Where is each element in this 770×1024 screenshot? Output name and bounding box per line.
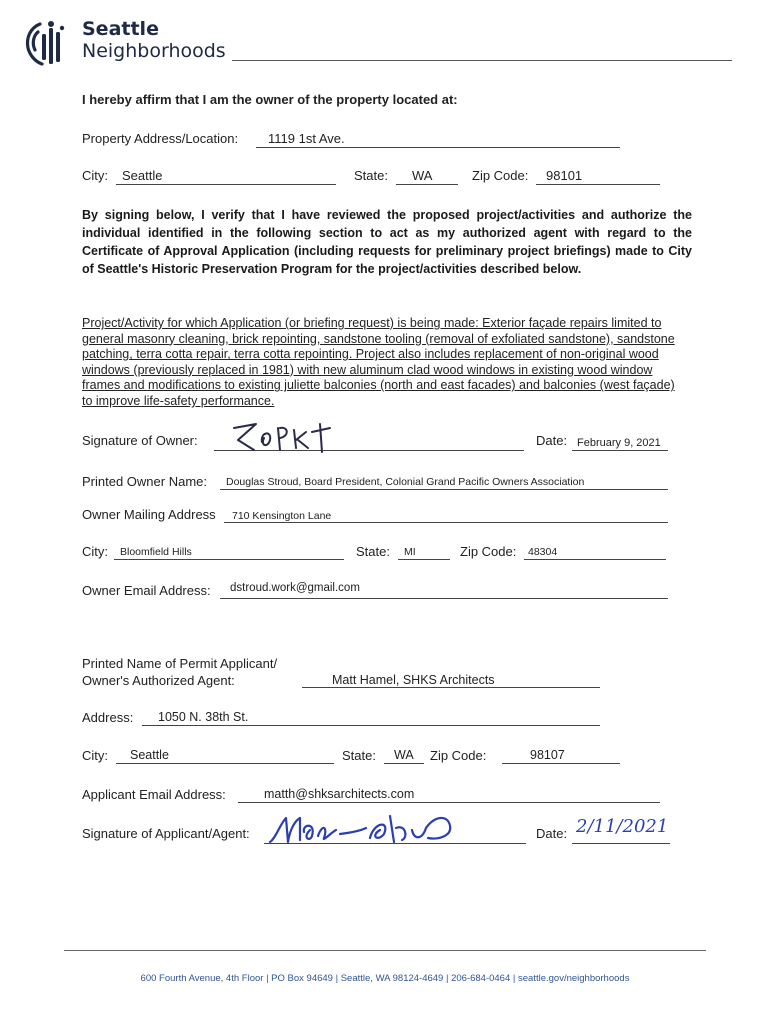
city-label: City: [82, 168, 108, 183]
property-address-text: 1119 1st Ave. [268, 131, 345, 146]
agent-name-label-line1: Printed Name of Permit Applicant/ [82, 656, 278, 671]
agent-date-value: 2/11/2021 [576, 816, 669, 837]
authorization-paragraph: By signing below, I verify that I have reviewed the proposed project/activities and authorize the individual identified in the following section to act as my authorized agent with regard to the Certificate of Approval Application (including requests for preliminary project briefings) made to City of Seattle's Historic Preservation Program for the project/activities described below. [82, 208, 692, 276]
zip-line [536, 184, 660, 185]
agent-city-line [116, 763, 334, 764]
owner-state-label: State: [356, 544, 390, 559]
owner-mailing-label: Owner Mailing Address [82, 507, 216, 522]
agent-date-label: Date: [536, 826, 568, 841]
printed-owner-name-value: Douglas Stroud, Board President, Colonial Grand Pacific Owners Association [226, 476, 585, 488]
owner-mailing-value: 710 Kensington Lane [232, 510, 332, 522]
agent-zip-value: 98107 [530, 748, 565, 762]
owner-date-value: February 9, 2021 [577, 437, 661, 449]
property-address-line [256, 147, 620, 148]
property-address-value [268, 131, 345, 146]
printed-owner-name-label: Printed Owner Name: [82, 474, 207, 489]
owner-mailing-line [224, 522, 668, 523]
state-value: WA [412, 168, 433, 183]
agent-email-value: matth@shksarchitects.com [264, 787, 415, 801]
agent-state-label: State: [342, 748, 376, 763]
owner-state-value: MI [404, 546, 416, 558]
owner-zip-line [524, 559, 666, 560]
agent-city-label: City: [82, 748, 108, 763]
state-label: State: [354, 168, 388, 183]
footer-contact: 600 Fourth Avenue, 4th Floor | PO Box 94649 | Seattle, WA 98124-4649 | 206-684-0464 | seattle.gov/neighborhoods [140, 973, 630, 984]
owner-email-line [220, 598, 668, 599]
agent-state-line [384, 763, 424, 764]
owner-zip-label: Zip Code: [460, 544, 517, 559]
owner-date-line [572, 450, 668, 451]
agent-email-line [238, 802, 660, 803]
owner-zip-value: 48304 [528, 546, 558, 558]
owner-city-line [114, 559, 344, 560]
agent-state-value: WA [394, 748, 414, 762]
agent-address-line [142, 725, 600, 726]
footer-divider [64, 950, 706, 951]
owner-signature-label: Signature of Owner: [82, 433, 198, 448]
agent-zip-label: Zip Code: [430, 748, 487, 763]
owner-city-label: City: [82, 544, 108, 559]
owner-state-line [398, 559, 450, 560]
agent-zip-line [502, 763, 620, 764]
city-value: Seattle [122, 168, 163, 183]
agent-address-value: 1050 N. 38th St. [158, 710, 249, 724]
zip-value: 98101 [546, 168, 583, 183]
property-address-label: Property Address/Location: [82, 131, 239, 146]
agent-email-label: Applicant Email Address: [82, 787, 226, 802]
org-name-line2: Neighborhoods [82, 40, 226, 62]
agent-city-value: Seattle [130, 748, 169, 762]
org-name-line1: Seattle [82, 18, 159, 40]
city-line [116, 184, 336, 185]
agent-signature [266, 808, 466, 850]
agent-name-line [302, 687, 600, 688]
zip-label: Zip Code: [472, 168, 529, 183]
owner-email-value: dstroud.work@gmail.com [230, 582, 360, 594]
agent-date-line [572, 843, 670, 844]
agent-name-value: Matt Hamel, SHKS Architects [332, 673, 495, 687]
seattle-seal-icon [18, 14, 76, 72]
owner-email-label: Owner Email Address: [82, 583, 211, 598]
affirm-statement: I hereby affirm that I am the owner of the property located at: [82, 92, 458, 107]
agent-address-label: Address: [82, 710, 134, 725]
state-line [396, 184, 458, 185]
owner-signature [226, 420, 336, 456]
printed-owner-name-line [220, 489, 668, 490]
owner-city-value: Bloomfield Hills [120, 546, 192, 558]
project-description: Project/Activity for which Application (or briefing request) is being made: Exterior façade repairs limited to general masonry cleaning, brick repointing, sandstone tooling (removal of exfoliated sandstone), sandstone patching, terra cotta repair, terra cotta repointing. Project also includes replacement of non-original wood windows (previously replaced in 1981) with new aluminum clad wood windows in existing wood window frames and modifications to existing juliette balconies (north and east facades) and balconies (west façade) to improve life-safety performance. [82, 316, 675, 408]
owner-date-label: Date: [536, 433, 568, 448]
agent-signature-label: Signature of Applicant/Agent: [82, 826, 250, 841]
header-divider [232, 60, 732, 61]
agent-name-label-line2: Owner's Authorized Agent: [82, 673, 235, 688]
